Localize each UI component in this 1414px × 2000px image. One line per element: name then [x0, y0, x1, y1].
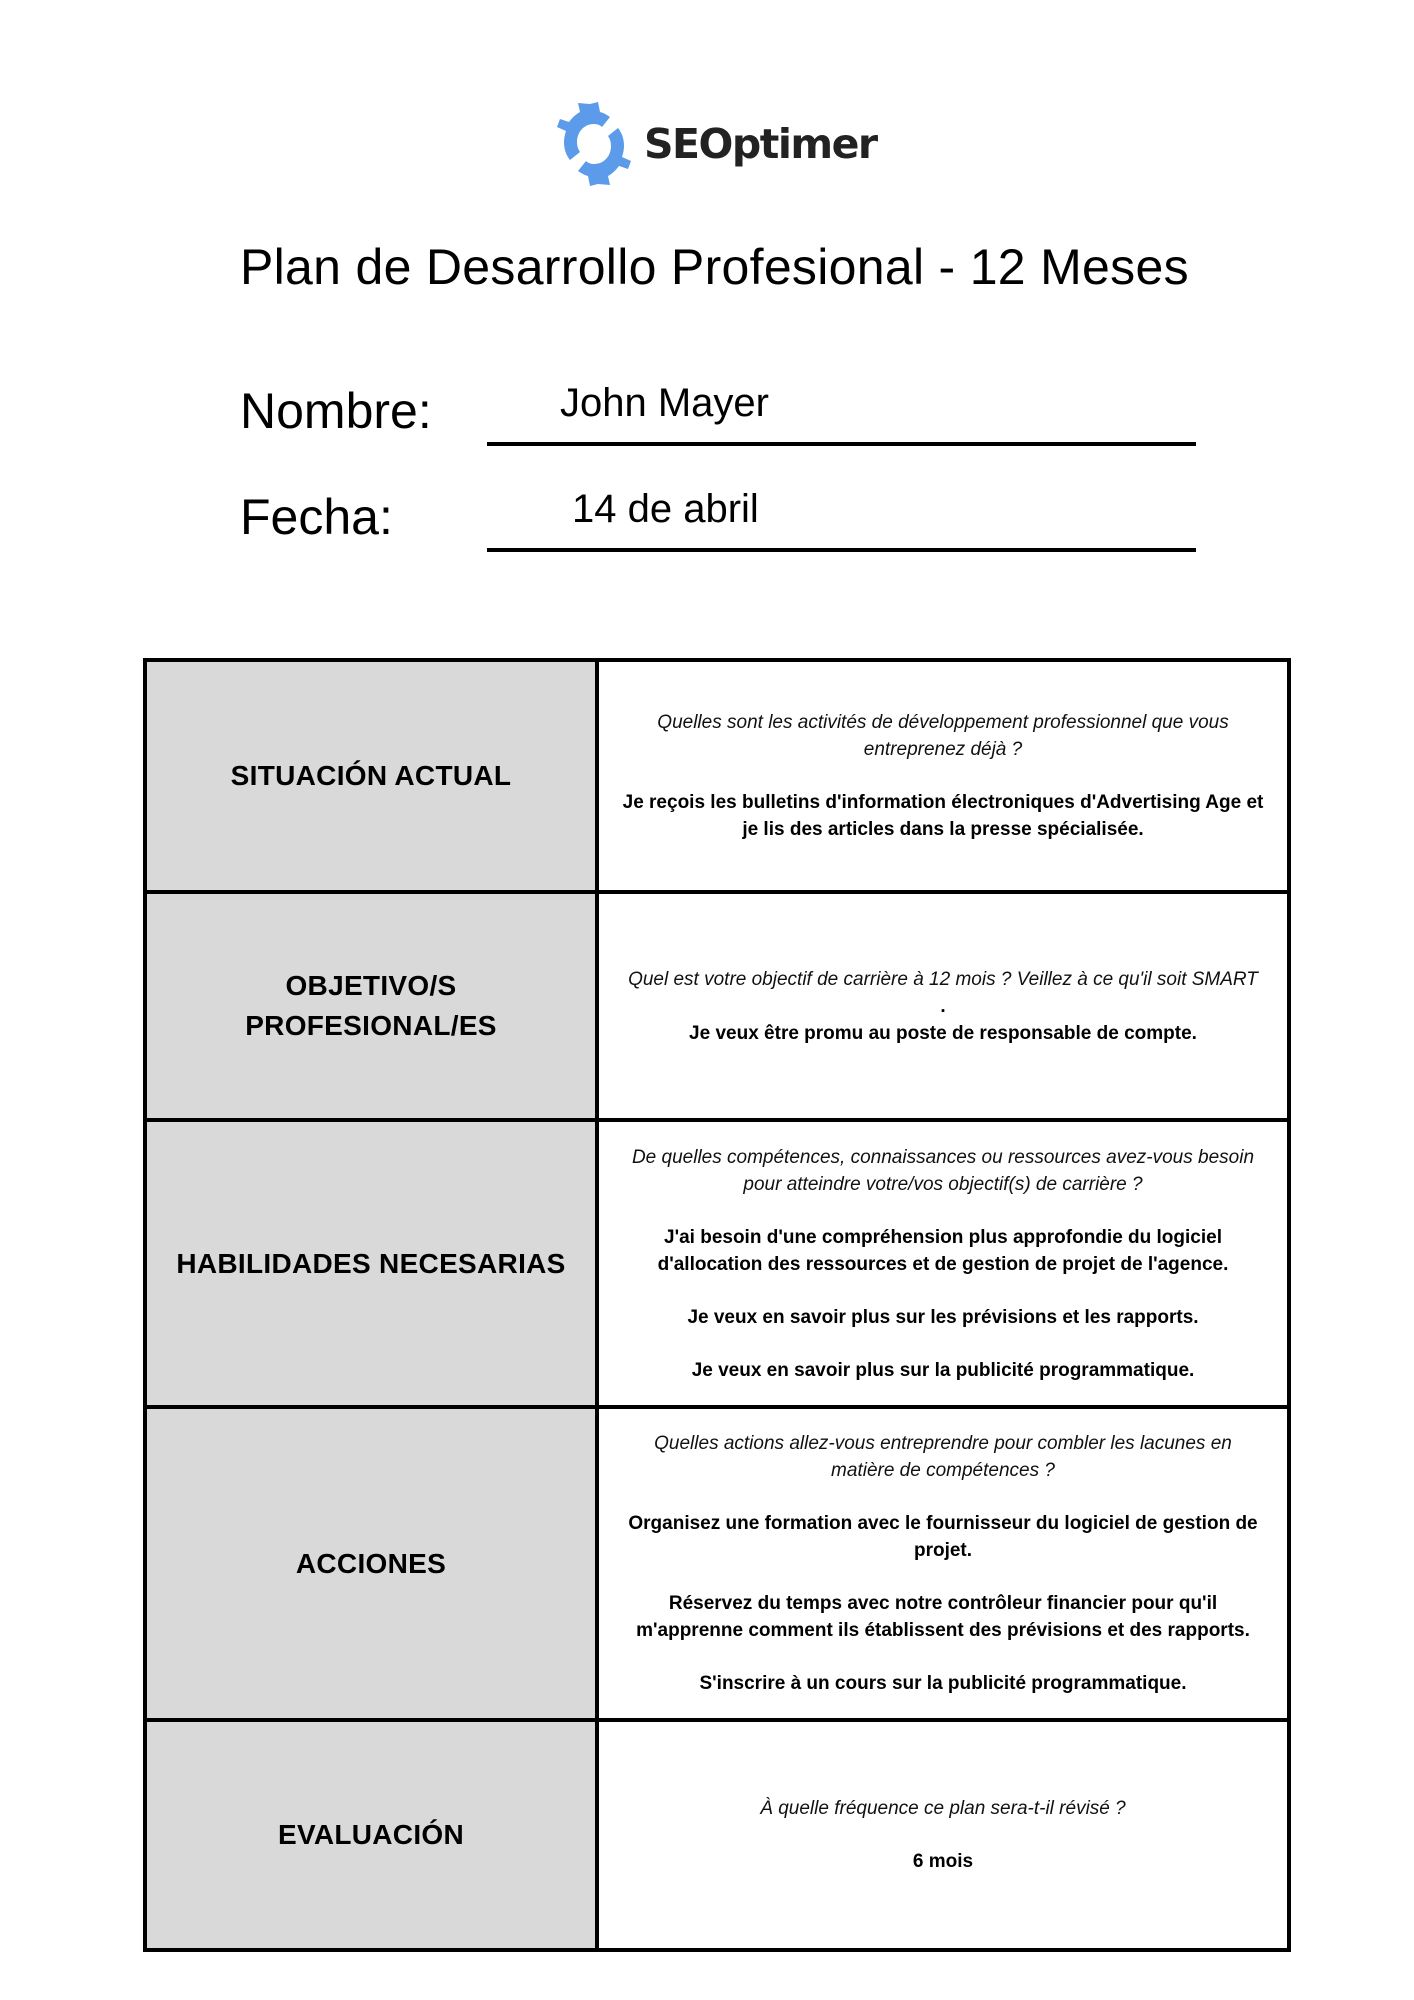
row-answer: Réservez du temps avec notre contrôleur financier pour qu'il m'apprenne comment ils établissent des prévisions et des rapports. — [636, 1593, 1250, 1641]
row-question: À quelle fréquence ce plan sera-t-il révisé ? — [760, 1798, 1126, 1819]
date-value[interactable]: 14 de abril — [572, 487, 759, 531]
name-underline — [487, 442, 1196, 446]
row-content — [597, 1120, 1289, 1407]
row-question: Quel est votre objectif de carrière à 12 mois ? Veillez à ce qu'il soit SMART — [628, 968, 1258, 990]
row-heading: OBJETIVO/S PROFESIONAL/ES — [145, 892, 597, 1120]
row-answer: J'ai besoin d'une compréhension plus approfondie du logiciel d'allocation des ressources et de gestion de projet de l'agence. — [657, 1226, 1229, 1275]
row-answer: Je veux en savoir plus sur la publicité programmatique. — [691, 1359, 1195, 1381]
row-answer: Je veux en savoir plus sur les prévisions et les rapports. — [687, 1306, 1199, 1328]
date-label: Fecha: — [240, 489, 393, 545]
row-separator: . — [940, 995, 946, 1017]
development-plan-table — [143, 658, 1291, 1952]
table-row-evaluation — [145, 1720, 1289, 1950]
table-row-required-skills — [145, 1120, 1289, 1407]
name-field — [240, 360, 1196, 440]
row-content — [597, 1407, 1289, 1720]
row-content — [597, 660, 1289, 892]
table-row-career-goals — [145, 892, 1289, 1120]
row-content — [597, 1720, 1289, 1950]
brand-name: SEOptimer — [644, 120, 877, 168]
gear-sync-icon — [550, 98, 638, 190]
row-heading: HABILIDADES NECESARIAS — [145, 1120, 597, 1407]
row-heading: ACCIONES — [145, 1407, 597, 1720]
row-answer: Organisez une formation avec le fournisseur du logiciel de gestion de projet. — [628, 1513, 1258, 1561]
date-underline — [487, 548, 1196, 552]
table-row-actions — [145, 1407, 1289, 1720]
date-field — [240, 466, 1196, 546]
name-value[interactable]: John Mayer — [560, 381, 769, 425]
row-heading: EVALUACIÓN — [145, 1720, 597, 1950]
brand-logo — [550, 98, 877, 190]
name-label: Nombre: — [240, 383, 432, 439]
row-question: Quelles sont les activités de développement professionnel que vous entreprenez déjà ? — [657, 712, 1229, 760]
row-answer: S'inscrire à un cours sur la publicité programmatique. — [699, 1673, 1187, 1694]
table-row-current-situation — [145, 660, 1289, 892]
row-question: De quelles compétences, connaissances ou ressources avez-vous besoin pour atteindre votre/vos objectif(s) de carrière ? — [631, 1146, 1255, 1195]
row-heading: SITUACIÓN ACTUAL — [145, 660, 597, 892]
row-answer: Je reçois les bulletins d'information électroniques d'Advertising Age et je lis des articles dans la presse spécialisée. — [622, 792, 1264, 840]
row-content — [597, 892, 1289, 1120]
row-answer: Je veux être promu au poste de responsable de compte. — [689, 1022, 1197, 1044]
row-question: Quelles actions allez-vous entreprendre pour combler les lacunes en matière de compétences ? — [654, 1433, 1232, 1481]
page-title: Plan de Desarrollo Profesional - 12 Meses — [240, 239, 1189, 295]
row-answer: 6 mois — [912, 1851, 974, 1872]
